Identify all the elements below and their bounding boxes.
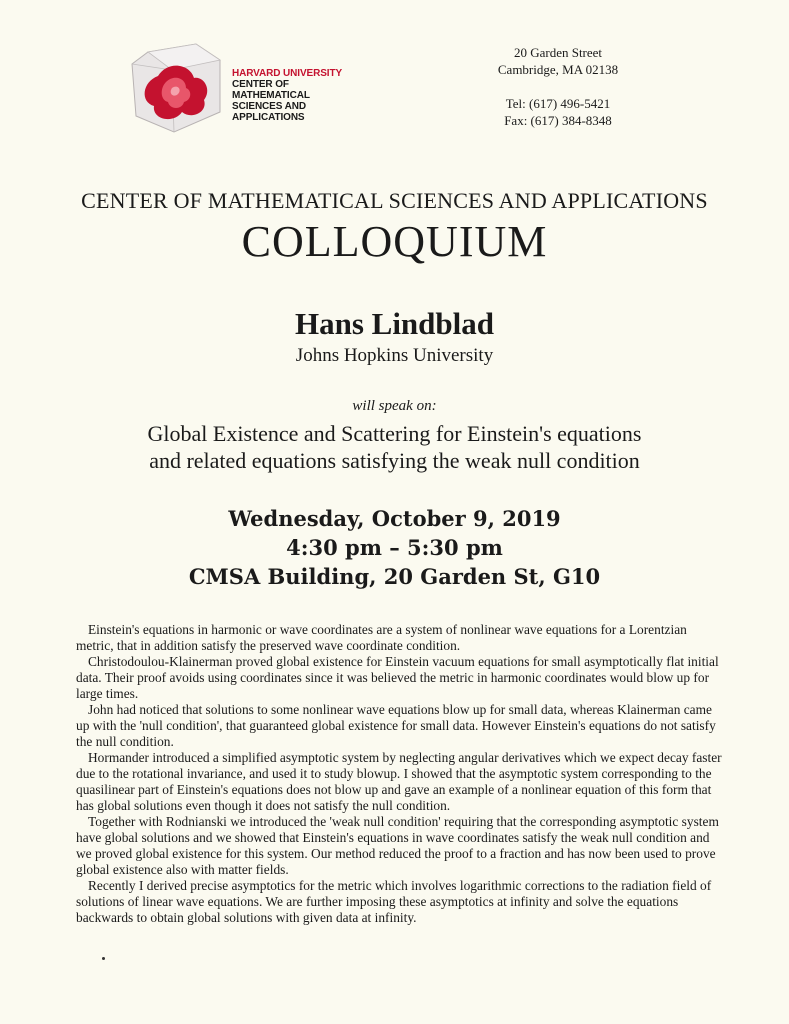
talk-title-line-1: Global Existence and Scattering for Einstein's equations	[147, 421, 642, 446]
logo-line-center: CENTER OF MATHEMATICAL	[232, 79, 310, 101]
stray-dot	[102, 957, 105, 960]
abstract-paragraph: Christodoulou-Klainerman proved global existence for Einstein vacuum equations for small asymptotically flat initial data. Their proof avoids using coordinates since it was believed the metric in harmonic coordinates would blow up for large times.	[76, 654, 719, 701]
abstract-paragraph: Together with Rodnianski we introduced the 'weak null condition' requiring that the corresponding asymptotic system have global solutions and we showed that Einstein's equations in wave coordinates satisfy the weak null condition and we proved global existence for this system. Our method reduced the proof to a fraction and has now been used to prove global existence also with matter fields.	[76, 814, 719, 877]
cube-logo-icon	[128, 42, 224, 134]
abstract-paragraph: Hormander introduced a simplified asymptotic system by neglecting angular derivatives which we expect decay faster due to the rotational invariance, and used it to study blowup. I showed that the asymptotic system corresponding to the quasilinear part of Einstein's equations does not blow up and gave an example of a nonlinear equation of this form that has global solutions even though it does not satisfy the null condition.	[76, 750, 722, 813]
event-date: Wednesday, October 9, 2019	[228, 506, 561, 531]
abstract-paragraph: Einstein's equations in harmonic or wave coordinates are a system of nonlinear wave equations for a Lorentzian metric, that in addition satisfy the preserved wave coordinate condition.	[76, 622, 687, 653]
organization-heading: CENTER OF MATHEMATICAL SCIENCES AND APPLICATIONS	[81, 188, 708, 213]
event-type-heading: COLLOQUIUM	[241, 217, 548, 266]
address-block	[482, 44, 634, 129]
talk-intro: will speak on:	[352, 398, 437, 414]
logo-wordmark	[232, 68, 368, 123]
cmsa-logo	[128, 42, 368, 134]
speaker-affiliation: Johns Hopkins University	[295, 345, 494, 366]
address-fax: Fax: (617) 384-8348	[504, 113, 612, 128]
talk-title-line-2: and related equations satisfying the weak null condition	[149, 448, 640, 473]
address-tel: Tel: (617) 496-5421	[505, 96, 611, 111]
event-time: 4:30 pm – 5:30 pm	[286, 535, 503, 560]
schedule-block	[0, 504, 789, 591]
event-location: CMSA Building, 20 Garden St, G10	[188, 564, 601, 589]
abstract-paragraph: John had noticed that solutions to some nonlinear wave equations blow up for small data, whereas Klainerman came up with the 'null condition', that guaranteed global existence for small data. However Einstein's equations do not satisfy the null condition.	[76, 702, 716, 749]
logo-line-sciences: SCIENCES AND APPLICATIONS	[232, 101, 306, 123]
address-city: Cambridge, MA 02138	[497, 62, 619, 77]
speaker-name: Hans Lindblad	[294, 306, 495, 341]
abstract-paragraph: Recently I derived precise asymptotics for the metric which involves logarithmic corrections to the radiation field of solutions of linear wave equations. We are further imposing these asymptotics at infinity and solve the equations backwards to obtain global solutions with given data at infinity.	[76, 878, 712, 925]
address-street: 20 Garden Street	[513, 45, 603, 60]
talk-title	[0, 420, 789, 474]
logo-line-harvard: HARVARD UNIVERSITY	[232, 68, 343, 79]
abstract	[76, 622, 722, 926]
